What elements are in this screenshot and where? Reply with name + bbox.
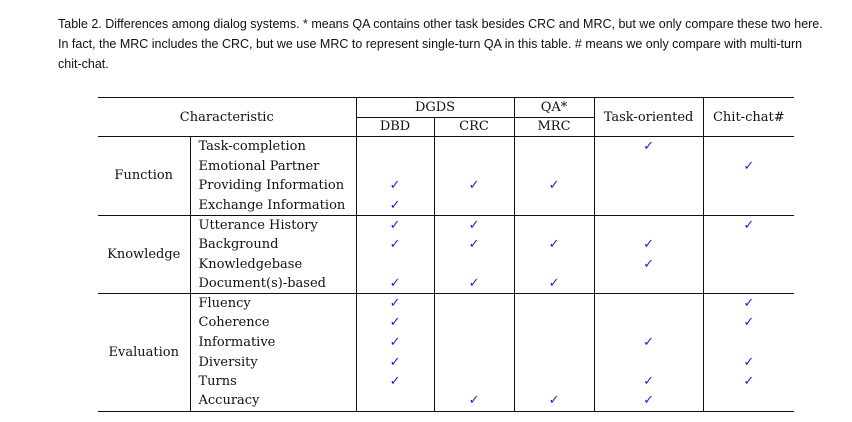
check-cell-dbd: [356, 391, 434, 411]
check-cell-chit: [703, 156, 794, 176]
check-cell-mrc: [514, 293, 594, 313]
check-icon: ✓: [389, 236, 401, 252]
check-cell-crc: [434, 391, 514, 411]
row-label: Providing Information: [190, 176, 356, 196]
header-dbd: DBD: [356, 117, 434, 137]
row-label: Task-completion: [190, 137, 356, 157]
check-cell-chit: [703, 137, 794, 157]
check-icon: ✓: [468, 393, 480, 409]
check-cell-dbd: [356, 195, 434, 215]
check-cell-dbd: [356, 176, 434, 196]
check-cell-task: [594, 352, 703, 372]
check-cell-task: [594, 215, 703, 235]
row-label: Background: [190, 235, 356, 255]
row-label: Coherence: [190, 313, 356, 333]
row-label: Accuracy: [190, 391, 356, 411]
check-cell-dbd: [356, 333, 434, 353]
check-cell-chit: [703, 254, 794, 274]
check-cell-chit: [703, 391, 794, 411]
check-cell-crc: [434, 352, 514, 372]
check-cell-mrc: [514, 313, 594, 333]
check-icon: ✓: [468, 217, 480, 233]
header-qa: QA*: [514, 98, 594, 118]
table-row: [98, 352, 794, 372]
check-cell-crc: [434, 313, 514, 333]
check-cell-mrc: [514, 372, 594, 392]
check-cell-task: [594, 391, 703, 411]
check-icon: ✓: [389, 334, 401, 350]
check-icon: ✓: [643, 256, 654, 272]
check-cell-mrc: [514, 137, 594, 157]
check-cell-mrc: [514, 156, 594, 176]
row-label: Fluency: [190, 293, 356, 313]
check-icon: ✓: [389, 315, 401, 331]
check-cell-chit: [703, 352, 794, 372]
check-icon: ✓: [389, 217, 401, 233]
check-cell-chit: [703, 372, 794, 392]
table-body: [98, 137, 794, 411]
check-icon: ✓: [643, 374, 654, 390]
check-icon: ✓: [389, 275, 401, 291]
group-label: Function: [98, 137, 190, 215]
check-cell-crc: [434, 156, 514, 176]
check-icon: ✓: [548, 275, 560, 291]
check-cell-crc: [434, 254, 514, 274]
check-cell-chit: [703, 274, 794, 294]
check-cell-chit: [703, 293, 794, 313]
dialog-systems-table: [98, 97, 794, 412]
table-row: [98, 137, 794, 157]
check-cell-mrc: [514, 176, 594, 196]
header-task-oriented: Task-oriented: [594, 98, 703, 137]
check-icon: ✓: [389, 178, 401, 194]
check-cell-task: [594, 156, 703, 176]
check-cell-chit: [703, 195, 794, 215]
check-icon: ✓: [389, 374, 401, 390]
check-icon: ✓: [643, 393, 654, 409]
check-cell-crc: [434, 176, 514, 196]
row-label: Informative: [190, 333, 356, 353]
table-row: [98, 274, 794, 294]
check-cell-crc: [434, 333, 514, 353]
check-cell-chit: [703, 313, 794, 333]
check-cell-dbd: [356, 293, 434, 313]
header-dgds: DGDS: [356, 98, 514, 118]
check-icon: ✓: [743, 354, 755, 370]
check-cell-dbd: [356, 372, 434, 392]
check-cell-task: [594, 333, 703, 353]
check-cell-task: [594, 372, 703, 392]
check-cell-dbd: [356, 215, 434, 235]
check-icon: ✓: [468, 275, 480, 291]
table-row: [98, 313, 794, 333]
header-mrc: MRC: [514, 117, 594, 137]
check-cell-dbd: [356, 137, 434, 157]
check-cell-crc: [434, 195, 514, 215]
check-cell-task: [594, 313, 703, 333]
table-caption: Table 2. Differences among dialog systems. * means QA contains other task besides CRC and MRC, but we only compare these two here. In fact, the MRC includes the CRC, but we use MRC to represent single-turn QA in this table. # means we only compare with multi-turn chit-chat.: [58, 17, 823, 71]
check-cell-crc: [434, 274, 514, 294]
table-row: [98, 156, 794, 176]
table-row: [98, 176, 794, 196]
check-icon: ✓: [643, 236, 654, 252]
check-cell-mrc: [514, 195, 594, 215]
check-cell-chit: [703, 235, 794, 255]
header-crc: CRC: [434, 117, 514, 137]
check-cell-mrc: [514, 215, 594, 235]
check-icon: ✓: [468, 178, 480, 194]
check-cell-task: [594, 254, 703, 274]
check-cell-dbd: [356, 254, 434, 274]
check-cell-crc: [434, 215, 514, 235]
check-icon: ✓: [743, 295, 755, 311]
check-icon: ✓: [743, 315, 755, 331]
check-cell-task: [594, 195, 703, 215]
check-cell-mrc: [514, 274, 594, 294]
table-row: [98, 215, 794, 235]
check-cell-mrc: [514, 352, 594, 372]
check-icon: ✓: [743, 217, 755, 233]
row-label: Exchange Information: [190, 195, 356, 215]
table-row: [98, 293, 794, 313]
check-cell-crc: [434, 235, 514, 255]
check-cell-crc: [434, 293, 514, 313]
header-chit-chat: Chit-chat#: [703, 98, 794, 137]
check-cell-mrc: [514, 391, 594, 411]
table-row: [98, 391, 794, 411]
check-cell-chit: [703, 176, 794, 196]
check-cell-mrc: [514, 333, 594, 353]
check-icon: ✓: [548, 178, 560, 194]
check-icon: ✓: [643, 139, 654, 155]
check-icon: ✓: [548, 393, 560, 409]
table-row: [98, 333, 794, 353]
check-icon: ✓: [743, 158, 755, 174]
table-row: [98, 195, 794, 215]
check-cell-mrc: [514, 235, 594, 255]
check-icon: ✓: [643, 334, 654, 350]
row-label: Utterance History: [190, 215, 356, 235]
group-label: Evaluation: [98, 293, 190, 411]
check-cell-chit: [703, 215, 794, 235]
check-cell-crc: [434, 137, 514, 157]
check-cell-mrc: [514, 254, 594, 274]
table-row: [98, 254, 794, 274]
row-label: Turns: [190, 372, 356, 392]
check-icon: ✓: [548, 236, 560, 252]
check-icon: ✓: [389, 295, 401, 311]
check-cell-dbd: [356, 274, 434, 294]
check-cell-task: [594, 235, 703, 255]
table-row: [98, 372, 794, 392]
check-icon: ✓: [743, 374, 755, 390]
check-cell-dbd: [356, 313, 434, 333]
check-icon: ✓: [389, 197, 401, 213]
row-label: Emotional Partner: [190, 156, 356, 176]
header-characteristic: Characteristic: [98, 98, 356, 137]
group-label: Knowledge: [98, 215, 190, 293]
check-cell-task: [594, 176, 703, 196]
check-cell-dbd: [356, 235, 434, 255]
row-label: Document(s)-based: [190, 274, 356, 294]
check-cell-task: [594, 274, 703, 294]
check-cell-task: [594, 293, 703, 313]
table-row: [98, 235, 794, 255]
row-label: Diversity: [190, 352, 356, 372]
check-cell-chit: [703, 333, 794, 353]
row-label: Knowledgebase: [190, 254, 356, 274]
check-icon: ✓: [389, 354, 401, 370]
check-cell-task: [594, 137, 703, 157]
check-cell-dbd: [356, 352, 434, 372]
check-icon: ✓: [468, 236, 480, 252]
check-cell-dbd: [356, 156, 434, 176]
check-cell-crc: [434, 372, 514, 392]
